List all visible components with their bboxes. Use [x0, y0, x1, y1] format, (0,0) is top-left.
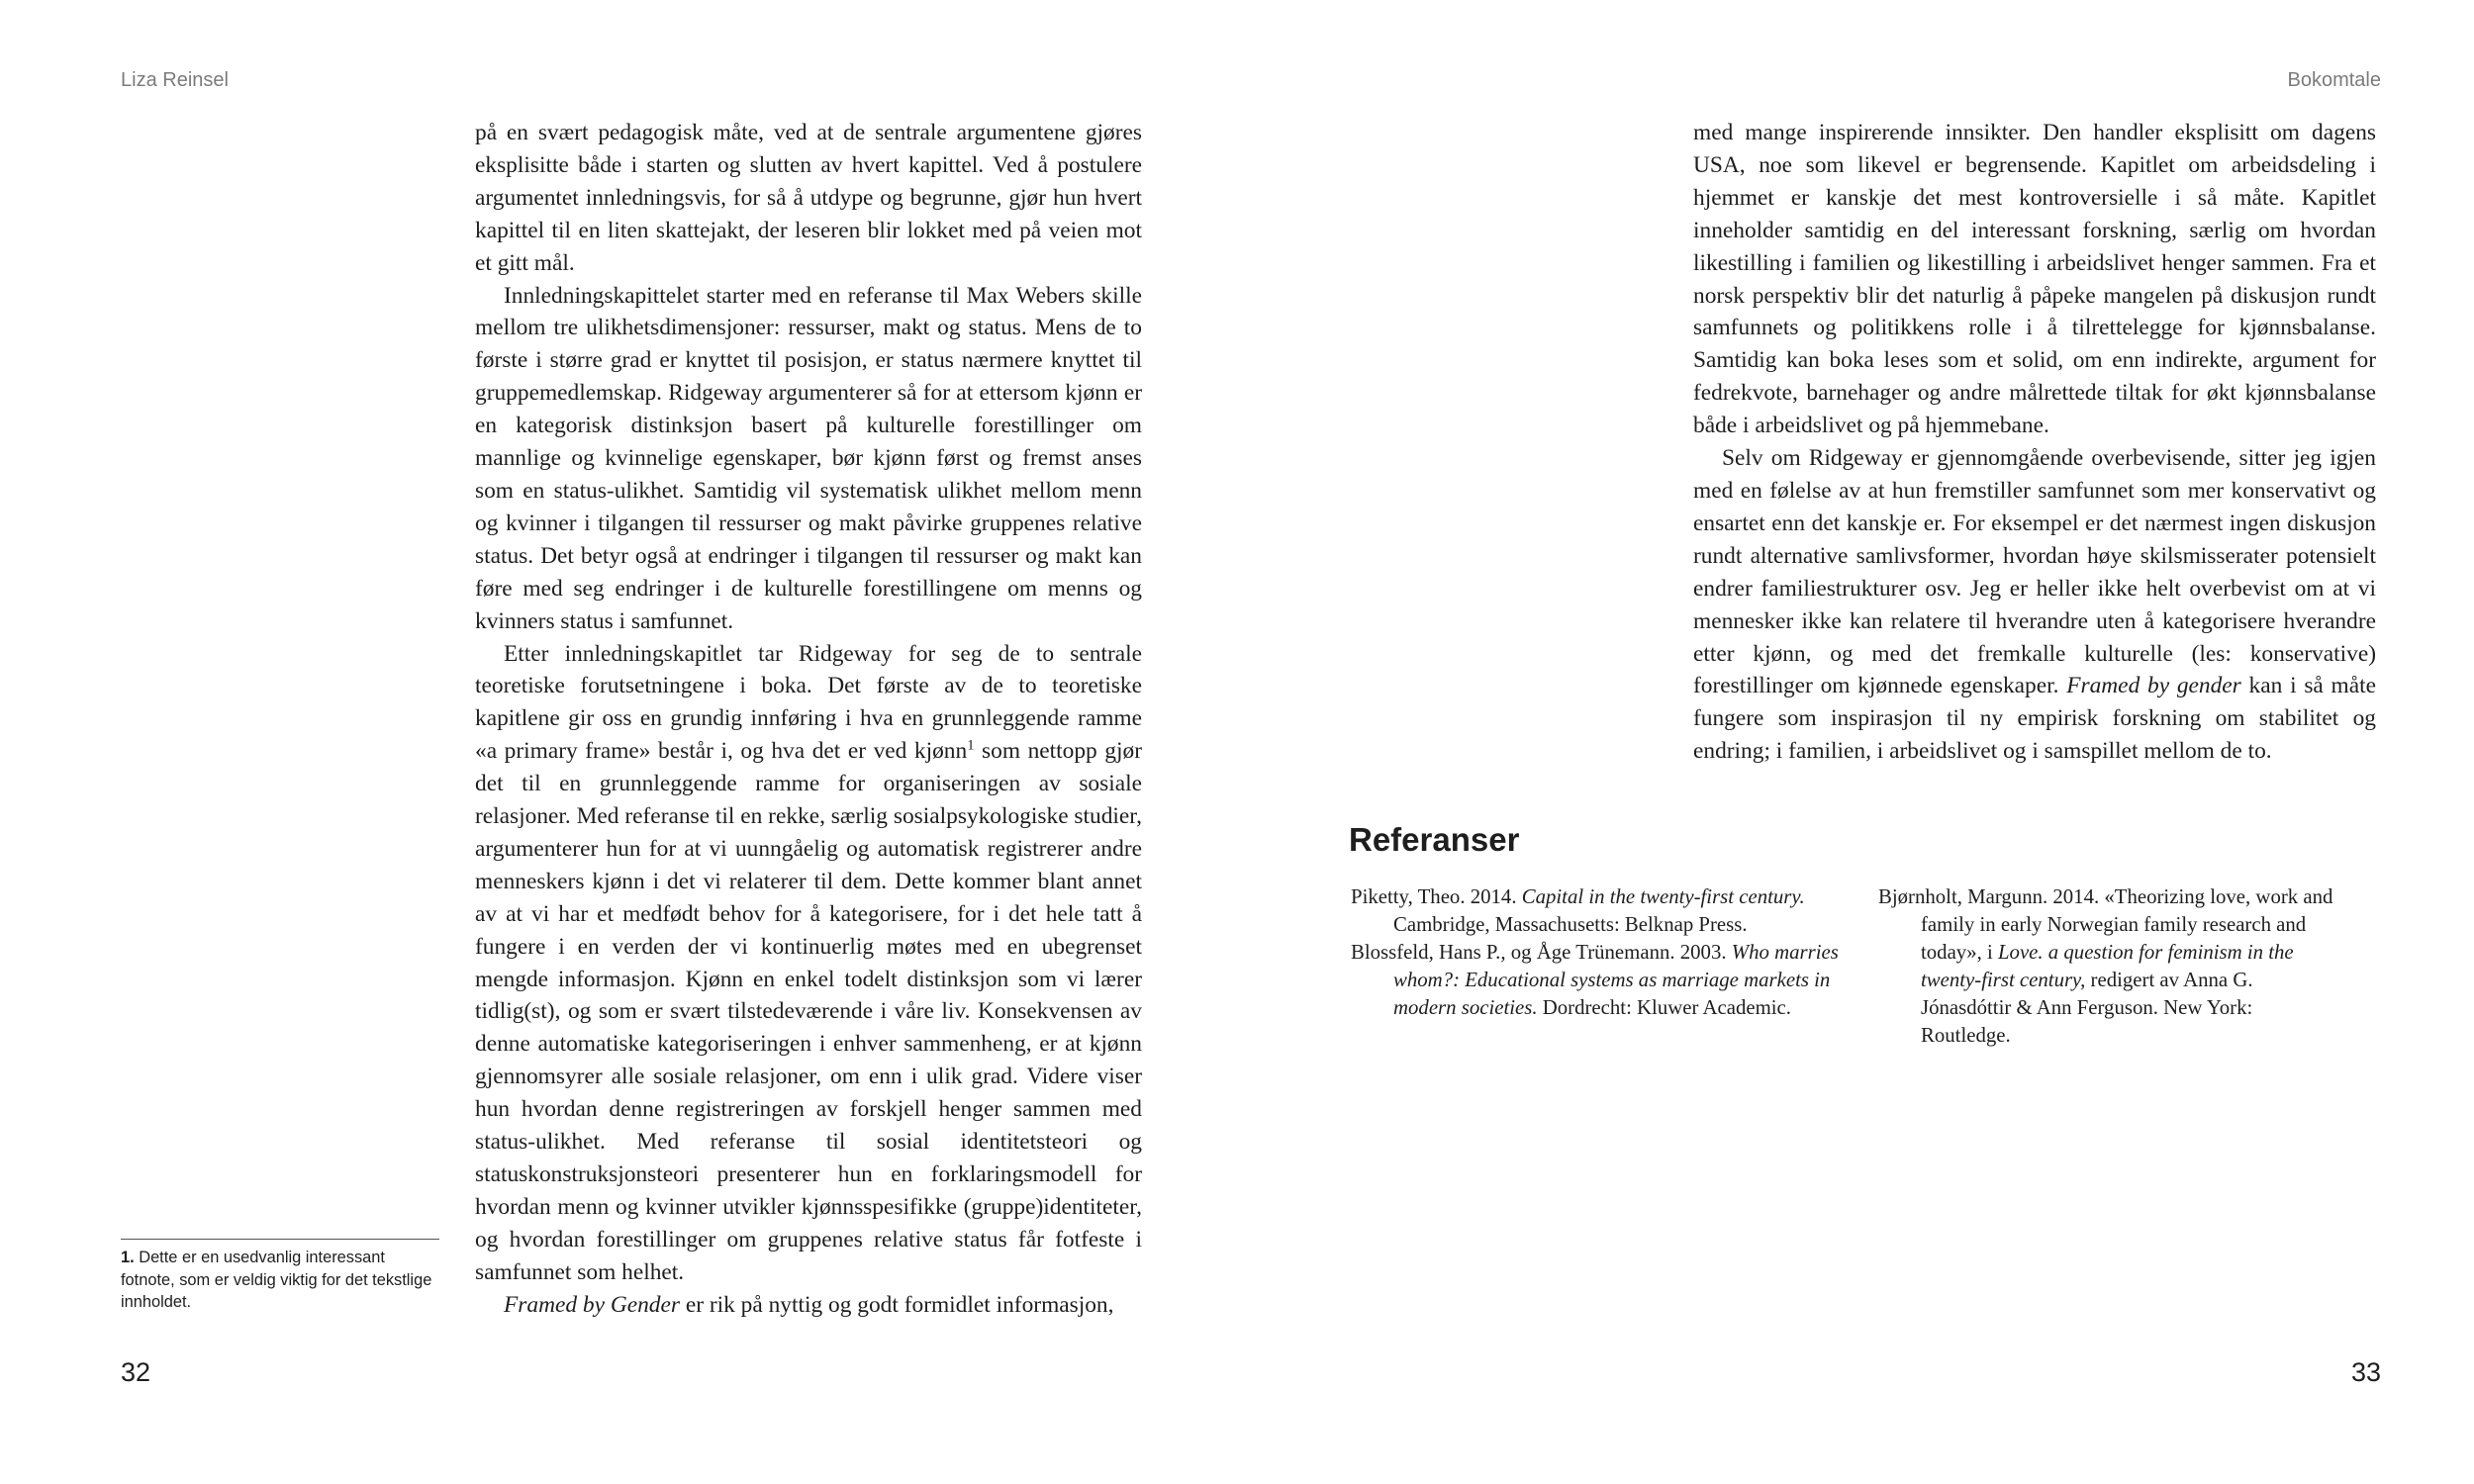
left-page-body [475, 117, 1142, 1322]
ref-blossfeld-title: Who marries whom?: Educational systems as marriage markets in modern societies. [1393, 941, 1839, 1019]
left-paragraph-3-part-1: Etter innledningskapitlet tar Ridgeway for seg de to sentrale teoretiske forutsetningene i boka. Det første av de to teoretiske kapitlene gir oss en grundig innføring i hva en grunnleggende ramme «a primary frame» består i, og hva det er ved kjønn [475, 640, 1142, 765]
right-paragraph-2-part-1: Selv om Ridgeway er gjennomgående overbevisende, sitter jeg igjen med en følelse av at hun fremstiller samfunnet som mer konservativt og ensartet enn det kanskje er. For eksempel er det nærmest ingen diskusjon rundt alternative samlivsformer, hvordan høye skilsmisserater potensielt endrer familiestrukturer osv. Jeg er heller ikke helt overbevist om at vi mennesker ikke kan relatere til hverandre uten å kategorisere hverandre etter kjønn, og med det fremkalle kulturelle (les: konservative) forestillinger om kjønnede egenskaper. [1693, 445, 2376, 699]
running-head-author: Liza Reinsel [121, 69, 229, 91]
left-paragraph-3 [475, 638, 1142, 1289]
right-page-body [1693, 117, 2376, 768]
ref-piketty-publisher: Cambridge, Massachusetts: Belknap Press. [1393, 913, 1748, 936]
left-paragraph-4-rest: er rik på nyttig og godt formidlet informasjon, [679, 1291, 1114, 1318]
ref-bjornholt-author: Bjørnholt, Margunn. 2014. «Theorizing love, work and family in early Norwegian family research and today», i [1878, 885, 2333, 964]
book-title-italic: Framed by Gender [504, 1291, 680, 1318]
reference-blossfeld [1351, 939, 1846, 1022]
ref-bjornholt-title: Love. a question for feminism in the twenty-first century, [1921, 941, 2294, 991]
ref-piketty-title: Capital in the twenty-first century. [1521, 885, 1805, 908]
page-number-right: 33 [2350, 1357, 2381, 1387]
left-paragraph-4 [475, 1289, 1142, 1322]
references-heading: Referanser [1349, 821, 1520, 858]
right-paragraph-1: med mange inspirerende innsikter. Den handler eksplisitt om dagens USA, noe som likevel er begrensende. Kapitlet om arbeidsdeling i hjemmet er kanskje det mest kontroversielle i så måte. Kapitlet inneholder samtidig en del interessant forskning, særlig om hvordan likestilling i familien og likestilling i arbeidslivet henger sammen. Fra et norsk perspektiv blir det naturlig å påpeke mangelen på diskusjon rundt samfunnets og politikkens rolle i å tilrettelegge for kjønnsbalanse. Samtidig kan boka leses som et solid, om enn indirekte, argument for fedrekvote, barnehager og andre målrettede tiltak for økt kjønnsbalanse både i arbeidslivet og på hjemmebane. [1693, 120, 2376, 439]
references-column-2 [1878, 883, 2333, 1050]
footnote-number: 1. [121, 1249, 135, 1266]
footnote [121, 1239, 439, 1314]
left-paragraph-1: på en svært pedagogisk måte, ved at de sentrale argumentene gjøres eksplisitte både i starten og slutten av hvert kapittel. Ved å postulere argumentet innledningsvis, for så å utdype og begrunne, gjør hun hvert kapittel til en liten skattejakt, der leseren blir lokket med på veien mot et gitt mål. [475, 120, 1142, 276]
footnote-text: Dette er en usedvanlig interessant fotnote, som er veldig viktig for det tekstlige innholdet. [121, 1249, 432, 1311]
left-paragraph-3-part-2: som nettopp gjør det til en grunnleggende ramme for organiseringen av sosiale relasjoner. Med referanse til en rekke, særlig sosialpsykologiske studier, argumenterer hun for at vi uunngåelig og automatisk registrerer andre menneskers kjønn i det vi relaterer til dem. Dette kommer blant annet av at vi har et medfødt behov for å kategorisere, for i det hele tatt å fungere i en verden der vi kontinuerlig møtes med en ubegrenset mengde informasjon. Kjønn en enkel todelt distinksjon som vi lærer tidlig(st), og som er svært tilstedeværende i våre liv. Konsekvensen av denne automatiske kategoriseringen i enhver sammenheng, er at kjønn gjennomsyrer alle sosiale relasjoner, om enn i ulik grad. Videre viser hun hvordan denne registreringen av forskjell henger sammen med status-ulikhet. Med referanse til sosial identitetsteori og statuskonstruksjonsteori presenterer hun en forklaringsmodell for hvordan menn og kvinner utvikler kjønnsspesifikke (gruppe)identiteter, og hvordan forestillinger om gruppenes relative status får fotfeste i samfunnet som helhet. [475, 738, 1142, 1285]
references-column-1 [1351, 883, 1846, 1022]
reference-bjornholt [1878, 883, 2333, 1050]
ref-bjornholt-publisher: redigert av Anna G. Jónasdóttir & Ann Ferguson. New York: Routledge. [1921, 969, 2253, 1047]
reference-piketty [1351, 883, 1846, 939]
footnote-reference-1[interactable]: 1 [967, 737, 975, 754]
book-title-italic-right: Framed by gender [2066, 673, 2241, 699]
right-paragraph-2-part-2: kan i så måte fungere som inspirasjon til ny empirisk forskning om stabilitet og endring; i familien, i arbeidslivet og i samspillet mellom de to. [1693, 673, 2377, 765]
ref-blossfeld-author: Blossfeld, Hans P., og Åge Trünemann. 2003. [1351, 941, 1732, 964]
ref-blossfeld-publisher: Dordrecht: Kluwer Academic. [1537, 996, 1791, 1019]
right-paragraph-2 [1693, 442, 2376, 768]
left-paragraph-2: Innledningskapittelet starter med en referanse til Max Webers skille mellom tre ulikhetsdimensjoner: ressurser, makt og status. Mens de to første i større grad er knyttet til posisjon, er status nærmere knyttet til gruppemedlemskap. Ridgeway argumenterer så for at ettersom kjønn er en kategorisk distinksjon basert på kulturelle forestillinger om mannlige og kvinnelige egenskaper, bør kjønn først og fremst anses som en status-ulikhet. Samtidig vil systematisk ulikhet mellom menn og kvinner i tilgangen til ressurser og makt påvirke gruppenes relative status. Det betyr også at endringer i tilgangen til ressurser og makt kan føre med seg endringer i de kulturelle forestillingene om menns og kvinners status i samfunnet. [475, 282, 1142, 634]
page-number-left: 32 [121, 1357, 151, 1387]
running-head-section: Bokomtale [2287, 69, 2381, 91]
ref-piketty-author: Piketty, Theo. 2014. [1351, 885, 1522, 908]
